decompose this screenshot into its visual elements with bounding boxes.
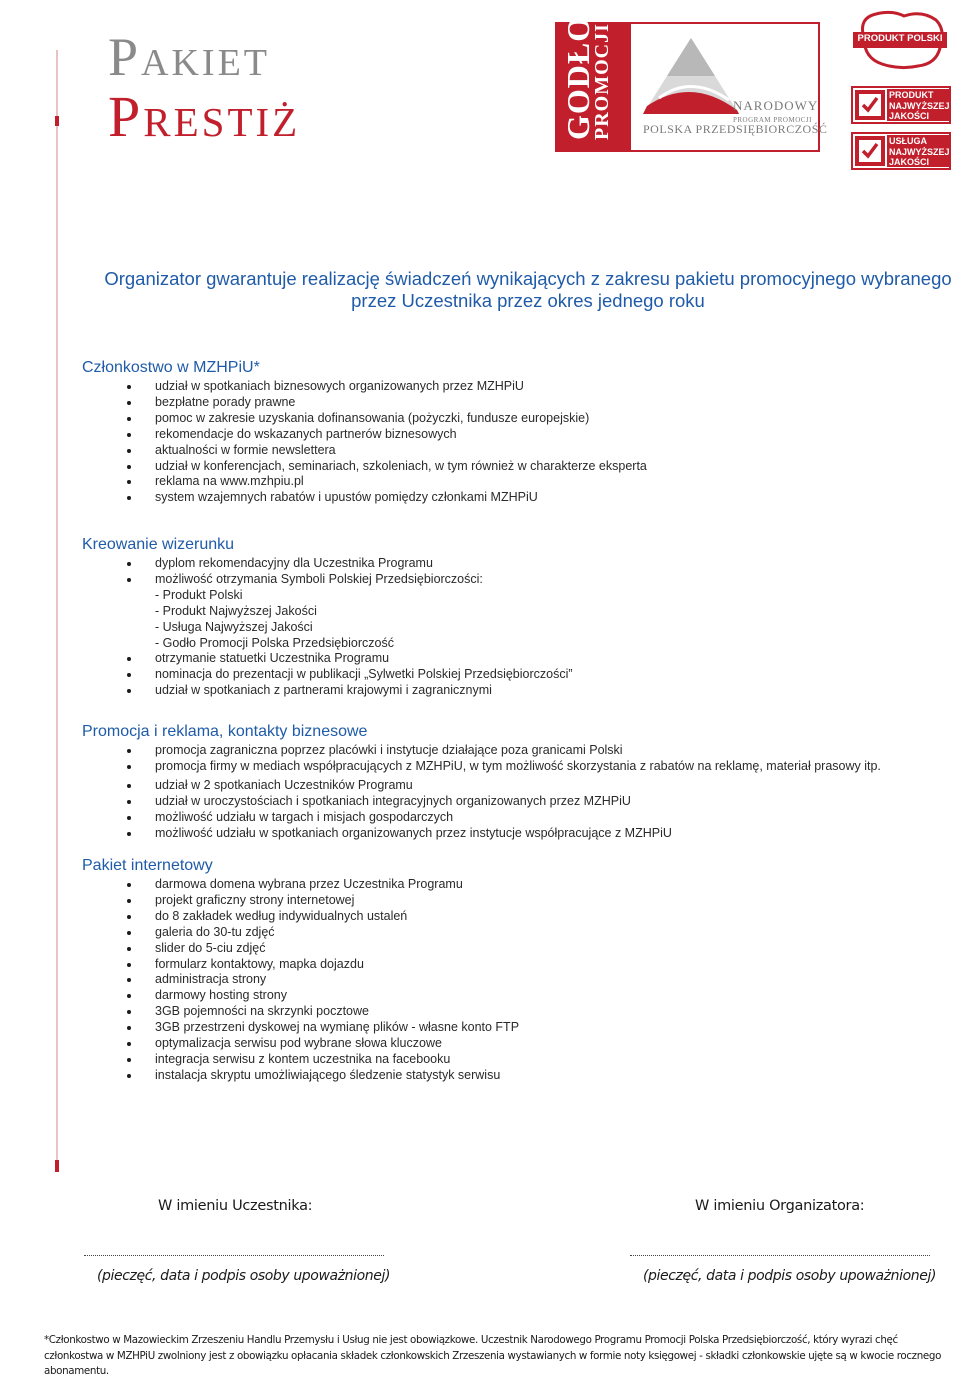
section-pakiet-internetowy — [82, 857, 960, 1084]
section-title: Pakiet internetowy — [82, 857, 213, 874]
list-item: - Usługa Najwyższej Jakości — [155, 619, 313, 634]
section-kreowanie-wizerunku — [82, 536, 960, 699]
headline: Organizator gwarantuje realizację świadczeń wynikających z zakresu pakietu promocyjnego wybranego przez Uczestnika przez okres jednego roku — [104, 268, 952, 311]
title-line-prestiz: Prestiż — [108, 84, 301, 149]
list-item: reklama na www.mzhpiu.pl — [82, 474, 960, 490]
logo-godlo-word: GODŁO — [560, 15, 596, 140]
check-icon — [855, 90, 885, 120]
section-list — [82, 877, 960, 1084]
list-item: możliwość udziału w spotkaniach organizowanych przez instytucje współpracujące z MZHPiU — [82, 826, 960, 842]
section-title: Kreowanie wizerunku — [82, 536, 235, 553]
list-item: darmowa domena wybrana przez Uczestnika Programu — [82, 877, 960, 893]
page-title — [108, 27, 301, 149]
list-item: - Produkt Polski — [155, 587, 243, 602]
list-item: do 8 zakładek według indywidualnych ustaleń — [82, 909, 960, 925]
title-line-pakiet: Pakiet — [108, 27, 270, 87]
section-title: Promocja i reklama, kontakty biznesowe — [82, 723, 368, 740]
section-promocja-reklama — [82, 723, 960, 841]
section-czlonkostwo — [82, 359, 960, 506]
list-item: slider do 5-ciu zdjęć — [82, 941, 960, 957]
badge1-label: PRODUKT NAJWYŻSZEJ JAKOŚCI — [889, 90, 950, 121]
list-item: możliwość udziału w targach i misjach gospodarczych — [82, 810, 960, 826]
badge2-label: USŁUGA NAJWYŻSZEJ JAKOŚCI — [889, 136, 950, 167]
list-item: system wzajemnych rabatów i upustów pomiędzy członkami MZHPiU — [82, 490, 960, 506]
section-list — [82, 379, 960, 506]
list-item: 3GB przestrzeni dyskowej na wymianę plików - własne konto FTP — [82, 1020, 960, 1036]
logo-program: PROGRAM PROMOCJI — [733, 116, 812, 124]
badge-produkt-najwyzszej-jakosci — [851, 86, 951, 124]
signature-label-participant: W imieniu Uczestnika: — [158, 1198, 313, 1214]
list-item: 3GB pojemności na skrzynki pocztowe — [82, 1004, 960, 1020]
section-title: Członkostwo w MZHPiU* — [82, 359, 260, 376]
list-item: aktualności w formie newslettera — [82, 443, 960, 459]
footnote: *Członkostwo w Mazowieckim Zrzeszeniu Handlu Przemysłu i Usług nie jest obowiązkowe. Uczestnik Narodowego Programu Promocji Polska Przedsiębiorczość, który wyrazi chęć członkostwa w MZHPiU zwolniony jest z obowiązku opłacania składek członkowskich Zrzeszenia wystawianych w formie noty księgowej - składki członkowskie ujęte są w kwocie rocznego abonamentu. — [44, 1334, 942, 1377]
list-item: darmowy hosting strony — [82, 988, 960, 1004]
list-item: - Produkt Najwyższej Jakości — [155, 603, 317, 618]
signature-caption-participant: (pieczęć, data i podpis osoby upoważnionej) — [97, 1268, 391, 1284]
check-icon — [855, 136, 885, 166]
signature-line-organizer — [630, 1254, 930, 1256]
list-item: rekomendacje do wskazanych partnerów biznesowych — [82, 427, 960, 443]
logo-polska-przedsiebiorczosc: POLSKA PRZEDSIĘBIORCZOŚĆ — [643, 122, 828, 136]
list-item: projekt graficzny strony internetowej — [82, 893, 960, 909]
section-list — [82, 556, 960, 699]
list-item: - Godło Promocji Polska Przedsiębiorczość — [155, 635, 394, 650]
signature-line-participant — [84, 1254, 384, 1256]
list-item: udział w konferencjach, seminariach, szkoleniach, w tym również w charakterze eksperta — [82, 459, 960, 475]
logo-promocji-word: PROMOCJI — [591, 23, 614, 140]
list-item: pomoc w zakresie uzyskania dofinansowania (pożyczki, fundusze europejskie) — [82, 411, 960, 427]
list-item: otrzymanie statuetki Uczestnika Programu — [82, 651, 960, 667]
signature-label-organizer: W imieniu Organizatora: — [695, 1198, 865, 1214]
list-item: dyplom rekomendacyjny dla Uczestnika Programu — [82, 556, 960, 572]
signature-caption-organizer: (pieczęć, data i podpis osoby upoważnionej) — [643, 1268, 937, 1284]
list-item: formularz kontaktowy, mapka dojazdu — [82, 957, 960, 973]
list-item: galeria do 30-tu zdjęć — [82, 925, 960, 941]
list-item: promocja firmy w mediach współpracujących z MZHPiU, w tym możliwość skorzystania z rabatów na reklamę, materiał prasowy itp. — [82, 759, 960, 775]
list-item: administracja strony — [82, 972, 960, 988]
list-item: optymalizacja serwisu pod wybrane słowa kluczowe — [82, 1036, 960, 1052]
badge-usluga-najwyzszej-jakosci — [851, 132, 951, 170]
list-item: udział w uroczystościach i spotkaniach integracyjnych organizowanych przez MZHPiU — [82, 794, 960, 810]
list-item: możliwość otrzymania Symboli Polskiej Przedsiębiorczości: — [82, 572, 960, 588]
logo-narodowy-text — [733, 98, 818, 124]
logo-narodowy: NARODOWY — [733, 98, 819, 113]
left-decorative-rule — [56, 50, 58, 1168]
list-item: instalacja skryptu umożliwiającego śledzenie statystyk serwisu — [82, 1068, 960, 1084]
list-item: bezpłatne porady prawne — [82, 395, 960, 411]
list-item: promocja zagraniczna poprzez placówki i instytucje działające poza granicami Polski — [82, 743, 960, 759]
list-item: udział w spotkaniach z partnerami krajowymi i zagranicznymi — [82, 683, 960, 699]
list-item: udział w spotkaniach biznesowych organizowanych przez MZHPiU — [82, 379, 960, 395]
section-list — [82, 743, 960, 841]
produkt-polski-label: PRODUKT POLSKI — [857, 33, 943, 44]
list-item: integracja serwisu z kontem uczestnika na facebooku — [82, 1052, 960, 1068]
list-item: nominacja do prezentacji w publikacji „Sylwetki Polskiej Przedsiębiorczości” — [82, 667, 960, 683]
list-item: udział w 2 spotkaniach Uczestników Programu — [82, 778, 960, 794]
logo-godlo-text — [560, 15, 614, 140]
godlo-promocji-logo — [555, 15, 828, 152]
